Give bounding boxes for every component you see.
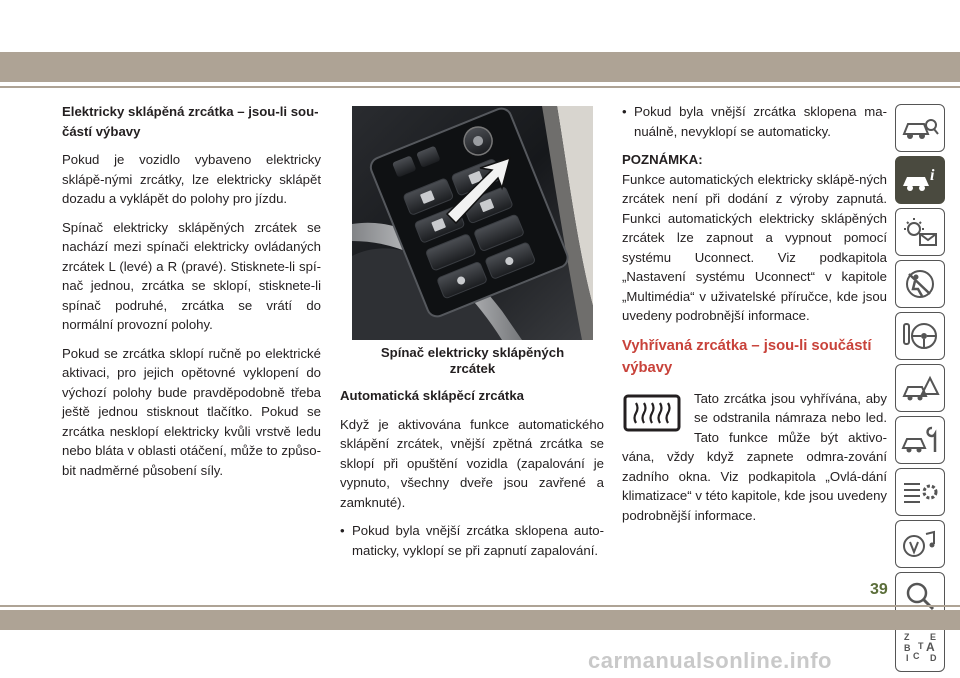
index-letter: I <box>906 653 909 663</box>
index-letter: E <box>930 632 937 642</box>
settings-list-icon <box>900 476 940 508</box>
note-label: POZNÁMKA: <box>622 152 703 167</box>
footer-band <box>0 610 960 630</box>
index-letter: A <box>926 640 935 654</box>
bullet-item: • Pokud byla vnější zrcátka sklopena ma-nuálně, nevyklopí se automaticky. <box>622 104 887 139</box>
tab-car-search[interactable] <box>895 104 945 152</box>
tab-warning-lights[interactable] <box>895 208 945 256</box>
index-letter: T <box>918 641 924 651</box>
tab-service[interactable] <box>895 416 945 464</box>
paragraph: Pokud se zrcátka sklopí ručně po elektrické aktivaci, pro jejich opětovné vyklopení do výchozí polohy bude pravděpodobně třeba ještě jednou stisknout tlačítko. Pokud se zrcátka nesklopí elektricky kvůli vrstvě ledu nebo bláta v oblasti otáčení, může to způso-bit nadměrné působení síly. <box>62 345 321 478</box>
column-right <box>622 102 887 534</box>
paragraph: Tato zrcátka jsou vyhřívána, aby se odstranila námraza nebo led. Tato funkce může být aktivo-vána, vždy když zapnete odmra-zování zadního okna. Viz podkapitola „Ovlá-dání klimatizace“ v této kapitole, kde jsou uvedeny podrobnější informace. <box>622 390 887 523</box>
car-info-icon <box>900 164 940 196</box>
index-letter: D <box>930 653 937 663</box>
watermark: carmanualsonline.info <box>588 648 832 673</box>
tab-multimedia[interactable] <box>895 520 945 568</box>
header-rule <box>0 86 960 88</box>
chapter-sidebar <box>895 104 945 676</box>
index-letter: C <box>913 651 920 661</box>
column-left <box>62 102 321 489</box>
tab-index[interactable] <box>895 624 945 672</box>
paragraph: Spínač elektricky sklápěných zrcátek se nachází mezi spínači elektricky ovládaných zrcátek L (levé) a R (pravé). Stisknete-li spí-nač jednou, zrcátka se sklopí, stisknete-li spínač podruhé, zrcátka se vrátí do normální provozní polohy. <box>62 219 321 332</box>
index-letter: B <box>904 643 911 653</box>
note-text: Funkce automatických elektricky sklápě-ných zrcátek není při dodání z výroby zapnutá. Funkci automatických elektricky sklápěných zrcátek lze zapnout a vypnout pomocí systému Uconnect. Viz podkapitola „Nastavení systému Uconnect“ v kapitole „Multimédia“ v uživatelské příručce, kde jsou uvedeny podrobnější informace. <box>622 171 887 323</box>
svg-text:i: i <box>930 167 935 184</box>
hazard-car-icon <box>900 372 940 404</box>
mirror-switch-photo <box>352 106 593 340</box>
paragraph: Pokud je vozidlo vybaveno elektricky sklápě-nými zrcátky, lze elektricky sklápět dozadu a vyklápět do polohy pro jízdu. <box>62 152 321 206</box>
tab-emergency[interactable] <box>895 364 945 412</box>
section-heading-electric-fold: Elektricky sklápěná zrcátka – jsou-li sou-částí výbavy <box>62 104 319 139</box>
figure-caption: Spínač elektricky sklápěných zrcátek <box>380 345 565 376</box>
search-icon <box>900 580 940 612</box>
index-letters-icon <box>900 631 940 665</box>
page-number: 39 <box>870 581 888 598</box>
car-search-icon <box>900 112 940 144</box>
header-band <box>0 52 960 82</box>
heated-text-wrap <box>622 389 887 526</box>
paragraph: Když je aktivována funkce automatického sklápění zrcátek, vnější zpětná zrcátka se sklopí při opuštění vozidla (zapalování je vypnuto, všechny dveře jsou zavřené a zamknuté). <box>340 416 604 510</box>
rear-defrost-icon <box>622 393 682 433</box>
wrench-icon <box>900 424 940 456</box>
tab-safety[interactable] <box>895 260 945 308</box>
mirror-switch-illustration <box>352 106 593 340</box>
safety-person-icon <box>900 268 940 300</box>
section-heading-heated: Vyhřívaná zrcátka – jsou-li součástí výbavy <box>622 337 872 376</box>
column-middle <box>340 386 604 569</box>
index-letter: Z <box>904 632 910 642</box>
bullet-item: • Pokud byla vnější zrcátka sklopena auto-maticky, vyklopí se při zapnutí zapalování. <box>340 523 604 558</box>
tab-technical[interactable] <box>895 468 945 516</box>
warning-light-icon <box>900 216 940 248</box>
steering-wheel-icon <box>900 320 940 352</box>
footer-rule <box>0 605 960 607</box>
section-heading-auto-fold: Automatická sklápěcí zrcátka <box>340 388 524 403</box>
tab-driving[interactable] <box>895 312 945 360</box>
multimedia-icon <box>900 528 940 560</box>
tab-car-info[interactable] <box>895 156 945 204</box>
